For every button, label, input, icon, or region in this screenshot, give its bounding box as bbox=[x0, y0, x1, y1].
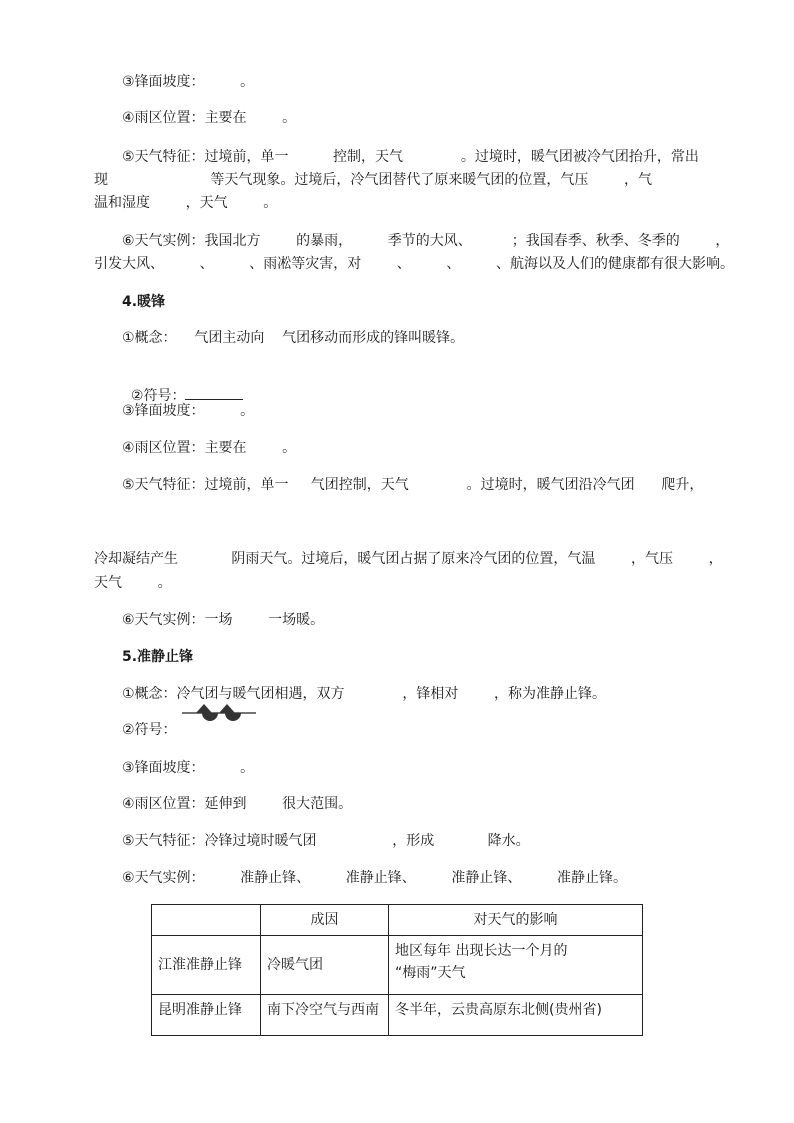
warm-front-concept: ①概念： 气团主动向 气团移动而形成的锋叫暖锋。 bbox=[122, 330, 465, 346]
stationary-front-concept: ①概念：冷气团与暖气团相遇，双方 ，锋相对 ，称为准静止锋。 bbox=[122, 686, 607, 702]
table-row bbox=[152, 995, 643, 1036]
stationary-front-table bbox=[151, 904, 643, 1036]
table-header-cell: 对天气的影响 bbox=[389, 905, 643, 936]
table-header-cell bbox=[152, 905, 261, 936]
cold-front-weather-line3: 温和湿度 ，天气 。 bbox=[94, 195, 278, 211]
table-cell: 冷暖气团 bbox=[261, 936, 389, 995]
cold-front-rain-area: ④雨区位置：主要在 。 bbox=[122, 110, 297, 126]
cold-front-weather-line2: 现 等天气现象。过境后，冷气团替代了原来暖气团的位置，气压 ，气 bbox=[94, 172, 652, 188]
stationary-front-slope: ③锋面坡度： 。 bbox=[122, 760, 255, 776]
warm-front-symbol-row bbox=[122, 365, 243, 406]
cold-front-example-line2: 引发大风、 、 、雨凇等灾害，对 、 、 、航海以及人们的健康都有很大影响。 bbox=[94, 256, 735, 272]
cold-front-example-line1: ⑥天气实例：我国北方 的暴雨， 季节的大风、 ；我国春季、秋季、冬季的 ， bbox=[122, 233, 730, 249]
table-row bbox=[152, 936, 643, 995]
warm-front-weather-line3: 天气 。 bbox=[94, 575, 172, 591]
warm-front-rain-area: ④雨区位置：主要在 。 bbox=[122, 440, 297, 456]
warm-front-weather-line2: 冷却凝结产生 阴雨天气。过境后，暖气团占据了原来冷气团的位置，气温 ，气压 ， bbox=[94, 551, 723, 567]
cold-front-slope: ③锋面坡度： 。 bbox=[122, 74, 255, 90]
stationary-front-symbol-icon bbox=[182, 703, 256, 729]
warm-front-example: ⑥天气实例：一场 一场暖。 bbox=[122, 612, 325, 628]
warm-front-symbol-blank bbox=[185, 385, 243, 400]
warm-front-heading: 4.暖锋 bbox=[122, 294, 166, 310]
table-cell: 冬半年，云贵高原东北侧(贵州省) bbox=[389, 995, 643, 1036]
warm-front-slope: ③锋面坡度： 。 bbox=[122, 403, 255, 419]
stationary-front-weather: ⑤天气特征：冷锋过境时暖气团 ，形成 降水。 bbox=[122, 833, 530, 849]
table-header-row bbox=[152, 905, 643, 936]
stationary-front-symbol-label: ②符号： bbox=[122, 722, 177, 738]
cold-front-weather-line1: ⑤天气特征：过境前，单一 控制，天气 。过境时，暖气团被冷气团抬升，常出 bbox=[122, 149, 699, 165]
table-cell: 昆明准静止锋 bbox=[152, 995, 261, 1036]
table-cell: 地区每年 出现长达一个月的 “梅雨”天气 bbox=[389, 936, 643, 995]
stationary-front-heading: 5.准静止锋 bbox=[122, 649, 194, 665]
warm-front-symbol-label: ②符号： bbox=[130, 388, 186, 404]
stationary-front-example: ⑥天气实例： 准静止锋、 准静止锋、 准静止锋、 准静止锋。 bbox=[122, 870, 627, 886]
table-cell: 江淮准静止锋 bbox=[152, 936, 261, 995]
table-cell: 南下冷空气与西南 bbox=[261, 995, 389, 1036]
stationary-front-rain-area: ④雨区位置：延伸到 很大范围。 bbox=[122, 796, 353, 812]
warm-front-weather-line1: ⑤天气特征：过境前，单一 气团控制，天气 。过境时，暖气团沿冷气团 爬升， bbox=[122, 477, 704, 493]
table-header-cell: 成因 bbox=[261, 905, 389, 936]
